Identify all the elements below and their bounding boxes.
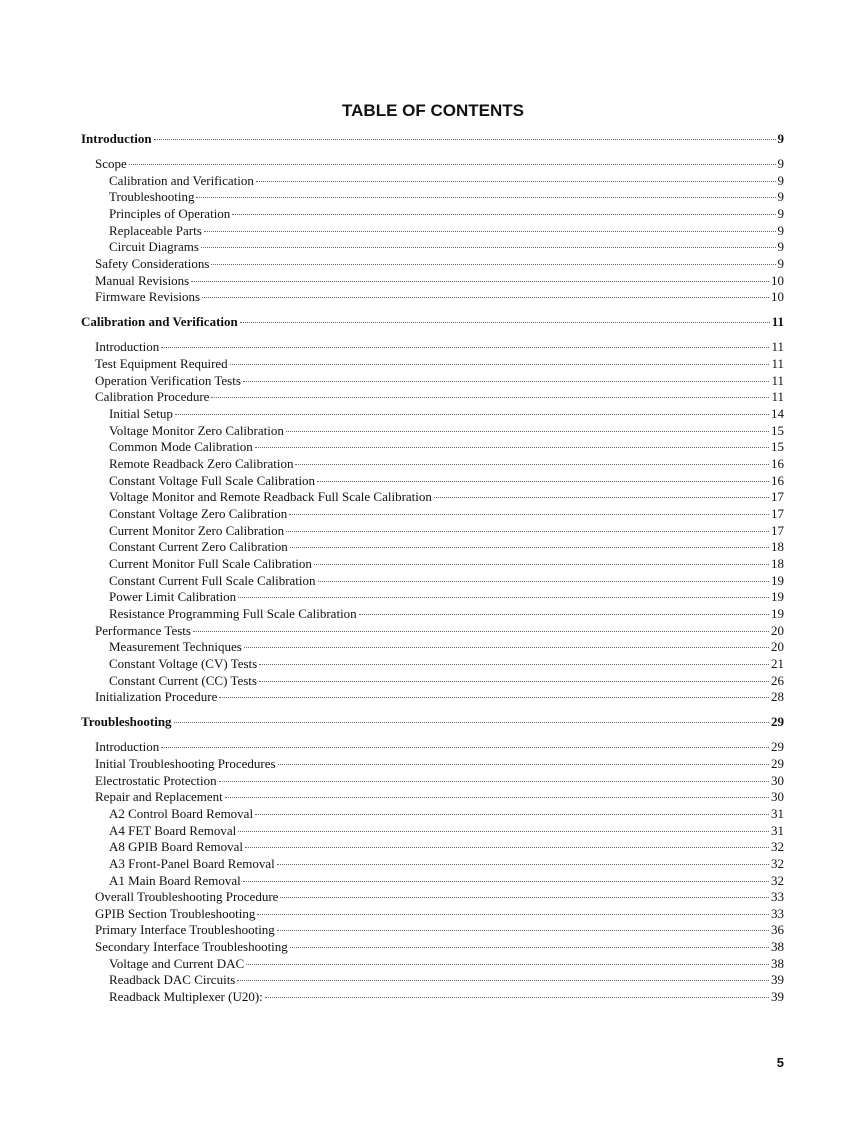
toc-entry-page: 9 [777,172,784,188]
dot-leader [193,630,769,632]
toc-entry[interactable] [81,656,784,673]
toc-entry-page: 21 [771,655,784,671]
dot-leader [175,413,769,415]
toc-entry-label: Calibration Procedure [95,389,210,405]
toc-entry[interactable] [81,756,784,773]
toc-chapter-entry[interactable] [81,131,784,148]
toc-entry-label: Overall Troubleshooting Procedure [95,889,279,905]
dot-leader [255,446,769,448]
toc-entry-page: 18 [771,539,784,555]
dot-leader [244,646,769,648]
dot-leader [314,563,769,565]
toc-entry-label: Firmware Revisions [95,289,201,305]
dot-leader [243,380,770,382]
toc-entry[interactable] [81,673,784,690]
page-title: TABLE OF CONTENTS [342,101,524,120]
toc-entry-label: Manual Revisions [95,272,190,288]
toc-entry-page: 19 [771,572,784,588]
toc-entry[interactable] [81,539,784,556]
toc-entry-label: Replaceable Parts [109,222,202,238]
toc-entry[interactable] [81,639,784,656]
toc-entry-label: Test Equipment Required [95,356,228,372]
toc-entry[interactable] [81,256,784,273]
toc-entry-label: Readback Multiplexer (U20): [109,989,263,1005]
dot-leader [154,138,776,140]
toc-entry[interactable] [81,239,784,256]
toc-entry-page: 18 [771,555,784,571]
dot-leader [238,596,769,598]
dot-leader [280,896,769,898]
toc-entry-label: Repair and Replacement [95,789,223,805]
toc-entry-page: 17 [771,489,784,505]
dot-leader [191,280,769,282]
toc-entry-label: Secondary Interface Troubleshooting [95,939,288,955]
toc-entry-page: 33 [771,889,784,905]
toc-entry-page: 11 [771,314,784,330]
toc-entry-page: 33 [771,905,784,921]
toc-entry-label: GPIB Section Troubleshooting [95,905,256,921]
toc-entry[interactable] [81,456,784,473]
dot-leader [230,363,770,365]
toc-entry-page: 11 [771,356,784,372]
toc-entry[interactable] [81,556,784,573]
dot-leader [240,321,770,323]
dot-leader [161,346,769,348]
toc-entry[interactable] [81,956,784,973]
toc-entry[interactable] [81,206,784,223]
toc-chapter-entry[interactable] [81,314,784,331]
toc-entry[interactable] [81,689,784,706]
toc-entry[interactable] [81,989,784,1006]
toc-entry-page: 39 [771,989,784,1005]
toc-entry[interactable] [81,523,784,540]
dot-leader [238,830,769,832]
toc-entry-page: 11 [771,389,784,405]
toc-entry-label: Operation Verification Tests [95,372,241,388]
toc-entry-page: 28 [771,689,784,705]
toc-entry-page: 16 [771,455,784,471]
toc-entry-page: 32 [771,855,784,871]
toc-entry[interactable] [81,589,784,606]
toc-entry-page: 29 [771,714,784,730]
toc-entry-label: Initial Troubleshooting Procedures [95,755,276,771]
toc-entry-label: Introduction [81,131,152,146]
toc-entry-label: Performance Tests [95,622,191,638]
toc-entry-page: 19 [771,605,784,621]
toc-entry[interactable] [81,489,784,506]
toc-entry-page: 30 [771,789,784,805]
dot-leader [434,496,769,498]
toc-entry[interactable] [81,156,784,173]
toc-entry-label: Constant Voltage Zero Calibration [109,505,288,521]
toc-entry-label: A4 FET Board Removal [109,822,237,838]
toc-entry-label: Measurement Techniques [109,639,242,655]
toc-entry[interactable] [81,789,784,806]
toc-entry-page: 31 [771,805,784,821]
toc-entry-label: Current Monitor Zero Calibration [109,522,285,538]
toc-entry-label: Calibration and Verification [81,314,238,330]
toc-entry-page: 20 [771,622,784,638]
dot-leader [290,946,769,948]
toc-entry-label: Electrostatic Protection [95,772,217,788]
toc-entry-page: 20 [771,639,784,655]
dot-leader [277,863,769,865]
toc-entry[interactable] [81,606,784,623]
toc-entry-label: Resistance Programming Full Scale Calibration [109,605,357,621]
toc-entry-page: 15 [771,439,784,455]
toc-entry-page: 9 [777,131,784,146]
dot-leader [211,396,769,398]
toc-entry-label: Introduction [95,339,160,355]
toc-entry-label: A2 Control Board Removal [109,805,254,821]
dot-leader [174,721,769,723]
toc-entry[interactable] [81,473,784,490]
toc-entry-page: 11 [771,339,784,355]
toc-entry-label: Constant Current Full Scale Calibration [109,572,316,588]
toc-entry-label: Troubleshooting [81,714,172,730]
dot-leader [255,813,769,815]
toc-entry-page: 39 [771,972,784,988]
toc-entry-label: Primary Interface Troubleshooting [95,922,275,938]
toc-entry[interactable] [81,773,784,790]
toc-entry-label: Circuit Diagrams [109,239,199,255]
dot-leader [196,196,775,198]
toc-entry[interactable] [81,339,784,356]
dot-leader [289,513,769,515]
toc-entry-page: 9 [777,156,784,172]
dot-leader [243,880,769,882]
toc-entry-page: 9 [777,206,784,222]
toc-entry-page: 30 [771,772,784,788]
dot-leader [317,480,769,482]
toc-entry-label: Scope [95,156,127,172]
table-of-contents [81,131,784,1006]
page-number: 5 [776,1055,784,1070]
toc-entry-label: Constant Voltage Full Scale Calibration [109,472,316,488]
toc-entry-label: Calibration and Verification [109,172,254,188]
toc-entry-page: 9 [777,222,784,238]
toc-entry[interactable] [81,939,784,956]
dot-leader [204,230,776,232]
dot-leader [219,696,769,698]
dot-leader [359,613,769,615]
toc-entry[interactable] [81,823,784,840]
toc-entry-label: Initialization Procedure [95,689,218,705]
toc-entry-page: 32 [771,872,784,888]
dot-leader [246,963,769,965]
dot-leader [211,263,775,265]
toc-entry-page: 15 [771,422,784,438]
toc-entry[interactable] [81,873,784,890]
toc-entry-page: 36 [771,922,784,938]
toc-entry[interactable] [81,373,784,390]
toc-entry-page: 10 [771,272,784,288]
dot-leader [237,979,769,981]
dot-leader [219,780,769,782]
toc-entry[interactable] [81,423,784,440]
dot-leader [290,546,769,548]
toc-entry-label: Constant Voltage (CV) Tests [109,655,258,671]
dot-leader [245,846,769,848]
toc-entry[interactable] [81,173,784,190]
toc-entry[interactable] [81,439,784,456]
toc-entry-page: 9 [777,255,784,271]
toc-entry-label: Readback DAC Circuits [109,972,236,988]
toc-entry[interactable] [81,356,784,373]
toc-entry[interactable] [81,922,784,939]
dot-leader [257,913,769,915]
toc-entry-label: Current Monitor Full Scale Calibration [109,555,312,571]
dot-leader [286,530,769,532]
dot-leader [225,796,769,798]
toc-entry[interactable] [81,739,784,756]
toc-entry[interactable] [81,839,784,856]
toc-entry-page: 38 [771,939,784,955]
dot-leader [259,663,769,665]
toc-entry[interactable] [81,889,784,906]
toc-entry[interactable] [81,573,784,590]
dot-leader [277,929,769,931]
dot-leader [278,763,769,765]
dot-leader [201,246,776,248]
toc-entry-label: Introduction [95,739,160,755]
dot-leader [256,180,776,182]
dot-leader [265,996,769,998]
toc-entry-label: Constant Current (CC) Tests [109,672,257,688]
toc-entry-page: 14 [771,406,784,422]
toc-entry-page: 17 [771,522,784,538]
toc-entry-label: Voltage and Current DAC [109,955,245,971]
toc-entry-page: 17 [771,505,784,521]
toc-entry-page: 10 [771,289,784,305]
toc-entry[interactable] [81,856,784,873]
toc-entry[interactable] [81,623,784,640]
toc-entry[interactable] [81,406,784,423]
dot-leader [232,213,775,215]
toc-entry-label: Principles of Operation [109,206,231,222]
toc-entry-page: 11 [771,372,784,388]
toc-entry-label: Initial Setup [109,406,173,422]
toc-entry[interactable] [81,506,784,523]
toc-entry-label: Voltage Monitor and Remote Readback Full Scale Calibration [109,489,432,505]
toc-entry-label: Voltage Monitor Zero Calibration [109,422,284,438]
toc-chapter-entry[interactable] [81,714,784,731]
toc-entry-page: 38 [771,955,784,971]
toc-entry[interactable] [81,806,784,823]
toc-entry-page: 9 [777,189,784,205]
dot-leader [161,746,769,748]
dot-leader [202,296,769,298]
toc-entry[interactable] [81,223,784,240]
toc-entry-label: Safety Considerations [95,255,210,271]
toc-entry-page: 16 [771,472,784,488]
toc-entry-label: Constant Current Zero Calibration [109,539,288,555]
toc-entry-page: 29 [771,755,784,771]
toc-entry-label: Common Mode Calibration [109,439,253,455]
toc-entry-label: A1 Main Board Removal [109,872,241,888]
toc-entry[interactable] [81,906,784,923]
dot-leader [129,163,776,165]
toc-entry-page: 26 [771,672,784,688]
toc-entry[interactable] [81,273,784,290]
toc-entry-page: 19 [771,589,784,605]
dot-leader [259,680,769,682]
toc-entry-page: 29 [771,739,784,755]
toc-entry[interactable] [81,389,784,406]
toc-entry-page: 9 [777,239,784,255]
dot-leader [318,580,769,582]
dot-leader [295,463,769,465]
toc-entry-label: A3 Front-Panel Board Removal [109,855,275,871]
toc-entry[interactable] [81,972,784,989]
toc-entry-page: 31 [771,822,784,838]
toc-entry-label: Power Limit Calibration [109,589,237,605]
toc-entry-label: Troubleshooting [109,189,195,205]
toc-entry-label: A8 GPIB Board Removal [109,839,243,855]
toc-entry-label: Remote Readback Zero Calibration [109,455,294,471]
toc-entry-page: 32 [771,839,784,855]
toc-entry[interactable] [81,289,784,306]
dot-leader [286,430,769,432]
toc-entry[interactable] [81,189,784,206]
